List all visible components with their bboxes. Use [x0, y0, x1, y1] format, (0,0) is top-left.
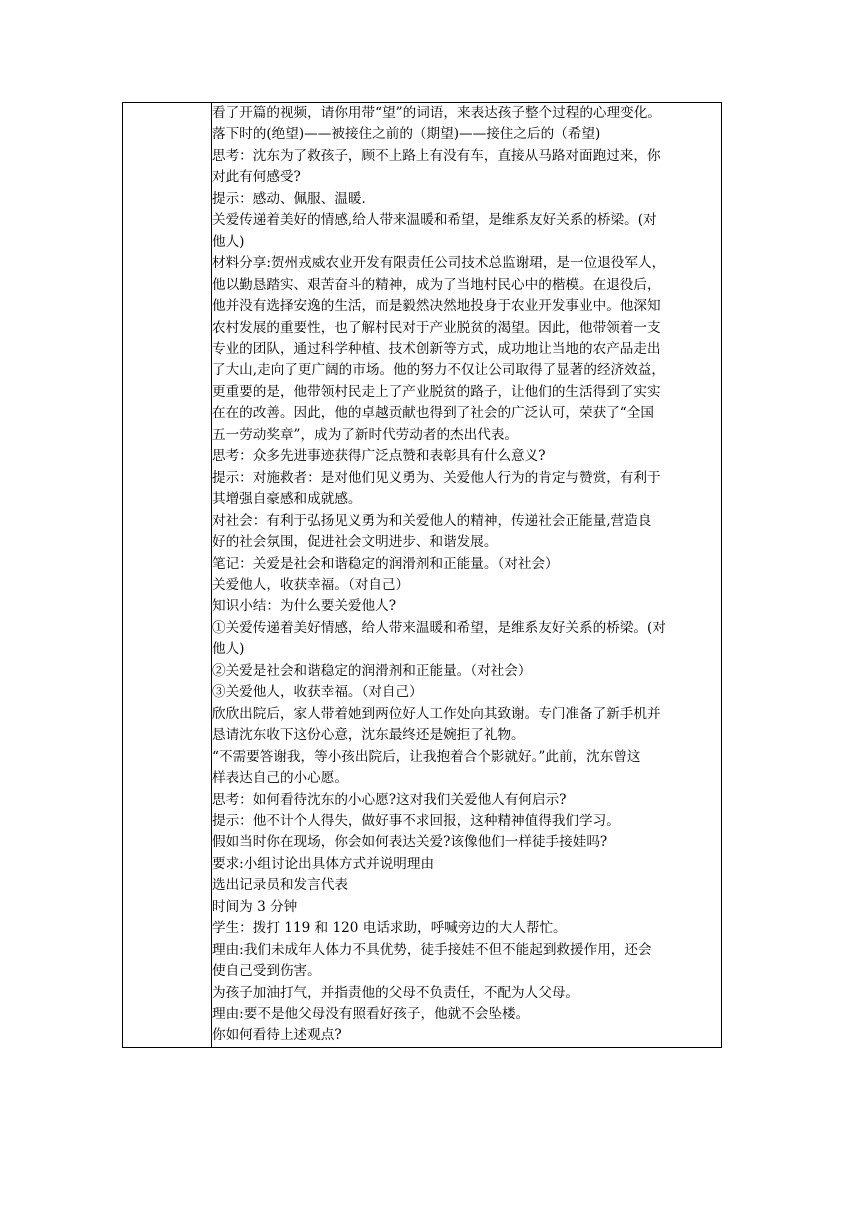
text-line: 为孩子加油打气，并指责他的父母不负责任，不配为人父母。 — [212, 984, 580, 1001]
text-line: 选出记录员和发言代表 — [212, 877, 348, 894]
text-line: 关爱传递着美好的情感,给人带来温暖和希望，是维系友好关系的桥梁。(对 — [212, 212, 657, 229]
text-line: 他人) — [212, 233, 245, 250]
text-line: 五一劳动奖章”，成为了新时代劳动者的杰出代表。 — [212, 426, 519, 443]
text-line: 好的社会氛围，促进社会文明进步、和谐发展。 — [212, 534, 498, 551]
text-line: 思考：众多先进事迹获得广泛点赞和表彰具有什么意义? — [212, 448, 546, 465]
text-line: 其增强自豪感和成就感。 — [212, 491, 362, 508]
content-cell — [212, 103, 722, 1048]
text-line: 理由:要不是他父母没有照看好孩子，他就不会坠楼。 — [212, 1006, 530, 1023]
text-line: 提示：对施救者：是对他们见义勇为、关爱他人行为的肯定与赞赏，有利于 — [212, 469, 661, 486]
table-row — [123, 103, 722, 1048]
text-line: 学生：拨打 119 和 120 电话求助，呼喊旁边的大人帮忙。 — [212, 920, 567, 937]
lesson-table — [122, 102, 722, 1048]
text-line: 使自己受到伤害。 — [212, 963, 321, 980]
text-line: 欣欣出院后，家人带着她到两位好人工作处向其致谢。专门准备了新手机并 — [212, 705, 661, 722]
text-line: 了大山,走向了更广阔的市场。他的努力不仅让公司取得了显著的经济效益， — [212, 362, 665, 379]
text-line: 关爱他人，收获幸福。（对自己） — [212, 576, 410, 593]
text-line: ③关爱他人，收获幸福。（对自己） — [212, 684, 423, 701]
text-line: ①关爱传递着美好情感，给人带来温暖和希望，是维系友好关系的桥梁。(对 — [212, 619, 666, 636]
text-line: ②关爱是社会和谐稳定的润滑剂和正能量。（对社会） — [212, 662, 532, 679]
text-line: 农村发展的重要性，也了解村民对于产业脱贫的渴望。因此，他带领着一支 — [212, 319, 661, 336]
text-line: 他并没有选择安逸的生活，而是毅然决然地投身于农业开发事业中。他深知 — [212, 298, 661, 315]
text-line: 落下时的(绝望)——被接住之前的（期望)——接住之后的（希望) — [212, 126, 601, 143]
text-line: 恳请沈东收下这份心意，沈东最终还是婉拒了礼物。 — [212, 727, 525, 744]
text-line: 在在的改善。因此，他的卓越贡献也得到了社会的广泛认可，荣获了“全国 — [212, 405, 654, 422]
content-lines — [212, 103, 721, 1047]
text-line: 他人) — [212, 641, 245, 658]
text-line: 对此有何感受? — [212, 169, 301, 186]
text-line: 你如何看待上述观点? — [212, 1027, 342, 1044]
left-column-cell — [123, 103, 212, 1048]
text-line: 提示：感动、佩服、温暖. — [212, 190, 366, 207]
text-line: 看了开篇的视频，请你用带“望”的词语，来表达孩子整个过程的心理变化。 — [212, 105, 661, 121]
text-line: 更重要的是，他带领村民走上了产业脱贫的路子，让他们的生活得到了实实 — [212, 383, 661, 400]
text-line: 提示：他不计个人得失，做好事不求回报，这种精神值得我们学习。 — [212, 812, 620, 829]
text-line: 知识小结：为什么要关爱他人? — [212, 598, 397, 615]
text-line: 假如当时你在现场，你会如何表达关爱?该像他们一样徒手接娃吗? — [212, 834, 608, 851]
text-line: 专业的团队，通过科学种植、技术创新等方式，成功地让当地的农产品走出 — [212, 340, 661, 357]
text-line: 要求:小组讨论出具体方式并说明理由 — [212, 855, 435, 872]
text-line: 样表达自己的小心愿。 — [212, 770, 348, 787]
text-line: 时间为 3 分钟 — [212, 898, 298, 915]
text-line: 笔记：关爱是社会和谐稳定的润滑剂和正能量。（对社会） — [212, 555, 559, 572]
text-line: “不需要答谢我，等小孩出院后，让我抱着合个影就好。”此前，沈东曾这 — [212, 748, 641, 765]
text-line: 思考：如何看待沈东的小心愿?这对我们关爱他人有何启示? — [212, 791, 567, 808]
text-line: 思考：沈东为了救孩子，顾不上路上有没有车，直接从马路对面跑过来，你 — [212, 147, 661, 164]
text-line: 材料分享:贺州戎威农业开发有限责任公司技术总监谢珺，是一位退役军人， — [212, 255, 666, 272]
text-line: 对社会：有利于弘扬见义勇为和关爱他人的精神，传递社会正能量,营造良 — [212, 512, 652, 529]
text-line: 他以勤恳踏实、艰苦奋斗的精神，成为了当地村民心中的楷模。在退役后， — [212, 276, 661, 293]
text-line: 理由:我们未成年人体力不具优势，徒手接娃不但不能起到救援作用，还会 — [212, 941, 652, 958]
